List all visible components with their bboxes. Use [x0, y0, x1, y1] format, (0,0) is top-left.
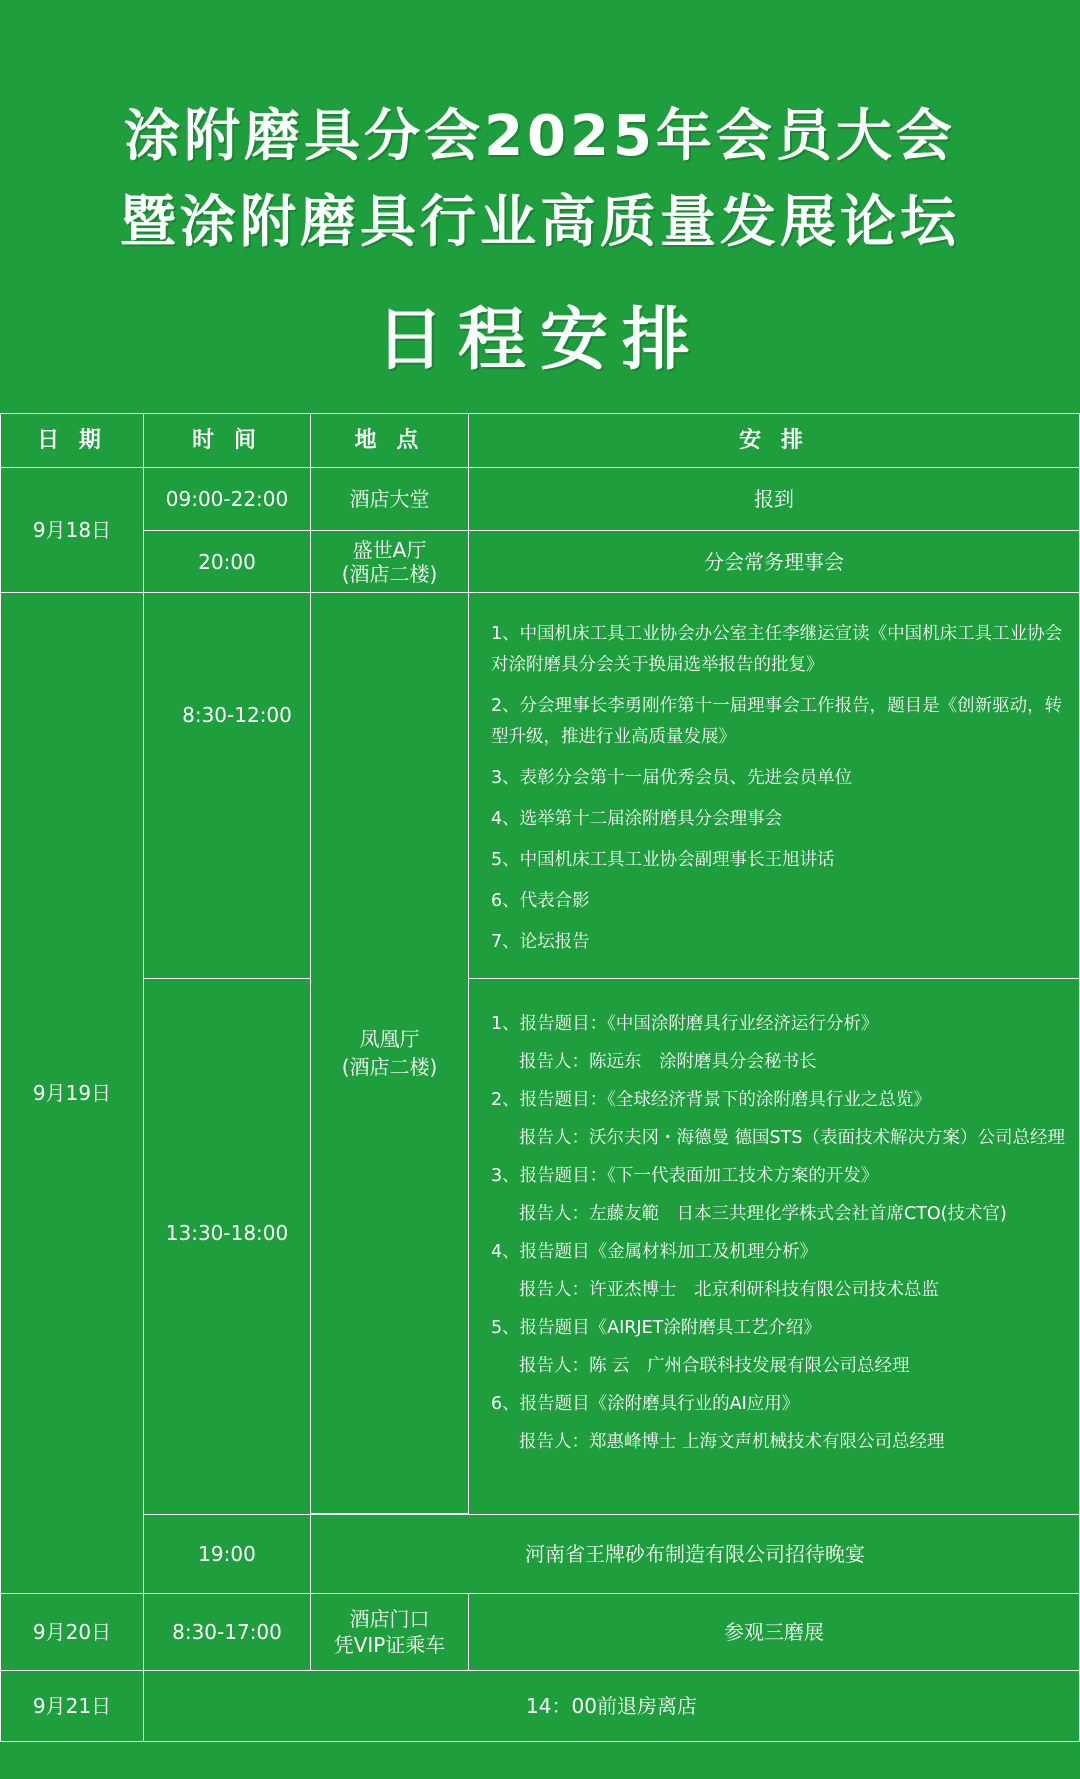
place-cell-phoenix [310, 592, 469, 1514]
arrangement-cell: 参观三磨展 [468, 1593, 1080, 1671]
list-item: 6、代表合影 [491, 891, 590, 911]
place-cell [310, 530, 469, 593]
report-speaker: 报告人：陈 云 广州合联科技发展有限公司总经理 [519, 1356, 910, 1376]
list-item: 5、中国机床工具工业协会副理事长王旭讲话 [491, 850, 835, 870]
report-topic: 1、报告题目：《中国涂附磨具行业经济运行分析》 [491, 1014, 879, 1034]
place-line: 凭VIP证乘车 [333, 1633, 446, 1657]
arrangement-cell-evening: 河南省王牌砂布制造有限公司招待晚宴 [310, 1514, 1080, 1594]
title-line-1: 涂附磨具分会2025年会员大会 [124, 104, 956, 169]
title-line-2: 暨涂附磨具行业高质量发展论坛 [120, 190, 960, 255]
place-cell: 酒店大堂 [310, 467, 469, 531]
report-speaker: 报告人：郑惠峰博士 上海文声机械技术有限公司总经理 [519, 1432, 945, 1452]
report-topic: 4、报告题目《金属材料加工及机理分析》 [491, 1242, 818, 1262]
date-9-20: 9月20日 [0, 1593, 144, 1671]
report-topic: 5、报告题目《AIRJET涂附磨具工艺介绍》 [491, 1318, 821, 1338]
time-cell: 09:00-22:00 [143, 467, 311, 531]
place-line: (酒店二楼) [341, 561, 438, 586]
header-time: 时 间 [143, 413, 311, 468]
place-line: (酒店二楼) [341, 1055, 438, 1079]
header-place: 地 点 [310, 413, 469, 468]
header-date: 日 期 [0, 413, 144, 468]
report-speaker: 报告人：沃尔夫冈・海德曼 德国STS（表面技术解决方案）公司总经理 [519, 1128, 1065, 1148]
time-cell-morning: 8:30-12:00 [143, 592, 311, 979]
time-cell: 20:00 [143, 530, 311, 593]
report-topic: 6、报告题目《涂附磨具行业的AI应用》 [491, 1394, 800, 1414]
arrangement-cell: 14：00前退房离店 [143, 1670, 1080, 1742]
place-cell [310, 1593, 469, 1671]
list-item: 1、中国机床工具工业协会办公室主任李继运宣读《中国机床工具工业协会对涂附磨具分会关于换届选举报告的批复》 [491, 624, 1063, 675]
list-item: 4、选举第十二届涂附磨具分会理事会 [491, 809, 783, 829]
morning-agenda [468, 592, 1080, 979]
time-cell-afternoon: 13:30-18:00 [143, 978, 311, 1515]
time-cell: 8:30-17:00 [143, 1593, 311, 1671]
report-speaker: 报告人：许亚杰博士 北京利研科技有限公司技术总监 [519, 1280, 939, 1300]
time-cell-evening: 19:00 [143, 1514, 311, 1594]
afternoon-agenda [468, 978, 1080, 1515]
place-line: 酒店门口 [349, 1607, 430, 1631]
list-item: 3、表彰分会第十一届优秀会员、先进会员单位 [491, 768, 853, 788]
arrangement-cell: 分会常务理事会 [468, 530, 1080, 593]
header-arrangement: 安 排 [468, 413, 1080, 468]
place-line: 凤凰厅 [359, 1027, 420, 1051]
report-topic: 2、报告题目：《全球经济背景下的涂附磨具行业之总览》 [491, 1090, 931, 1110]
report-speaker: 报告人：陈远东 涂附磨具分会秘书长 [519, 1052, 817, 1072]
report-topic: 3、报告题目：《下一代表面加工技术方案的开发》 [491, 1166, 879, 1186]
date-9-18: 9月18日 [0, 467, 144, 593]
page-title: 日程安排 [375, 301, 704, 380]
report-speaker: 报告人：左藤友範 日本三共理化学株式会社首席CTO(技术官) [519, 1204, 1007, 1224]
date-9-19: 9月19日 [0, 592, 144, 1594]
arrangement-cell: 报到 [468, 467, 1080, 531]
list-item: 2、分会理事长李勇刚作第十一届理事会工作报告，题目是《创新驱动，转型升级，推进行业高质量发展》 [491, 696, 1063, 747]
place-line: 盛世A厅 [352, 537, 427, 562]
date-9-21: 9月21日 [0, 1670, 144, 1742]
list-item: 7、论坛报告 [491, 932, 590, 952]
